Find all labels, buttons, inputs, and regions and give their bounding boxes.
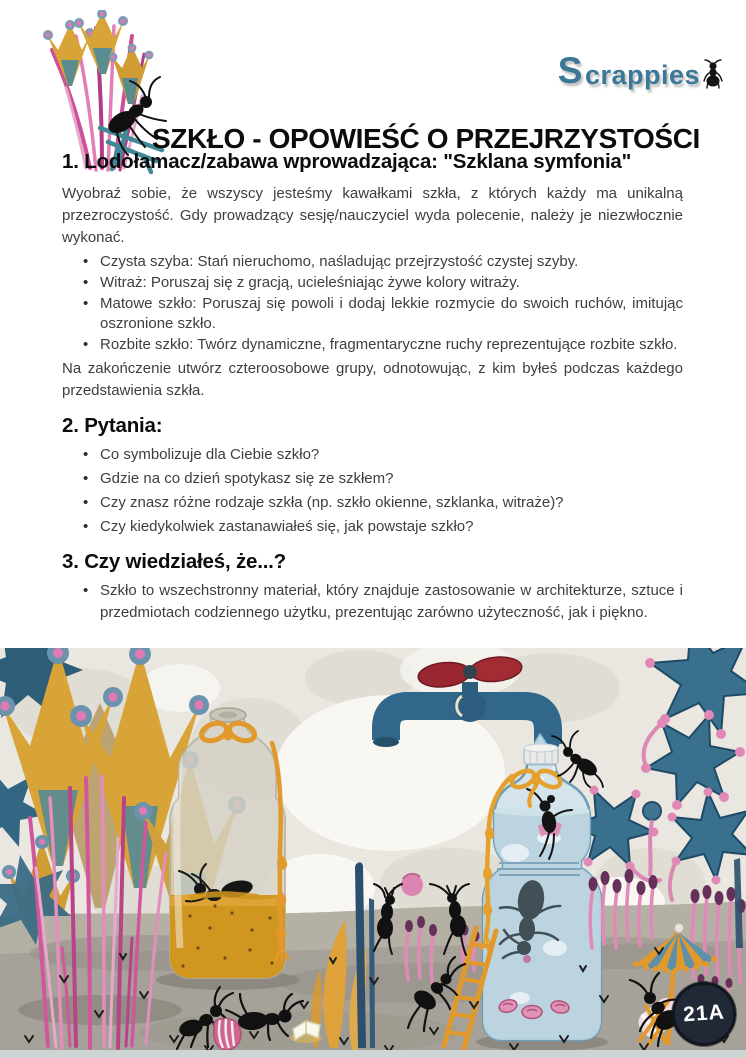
- bottom-strip: [0, 1050, 746, 1058]
- section-1-intro: Wyobraź sobie, że wszyscy jesteśmy kawałkami szkła, z których każdy ma unikalną przezroczystość. Gdy prowadzący sesję/nauczyciel wyda polecenie, należy je niezwłocznie wykonać.: [62, 185, 683, 246]
- list-item: • Gdzie na co dzień spotykasz się ze szkłem?: [62, 468, 683, 490]
- section-1-bullet-list: [62, 252, 683, 355]
- list-item: • Czysta szyba: Stań nieruchomo, naśladując przejrzystość czystej szyby.: [62, 252, 683, 272]
- list-item: • Rozbite szkło: Twórz dynamiczne, fragmentaryczne ruchy reprezentujące rozbite szkło.: [62, 335, 683, 355]
- logo-wordmark: crappies: [584, 60, 700, 90]
- page-number-badge: 21A: [670, 980, 738, 1048]
- logo-ant-icon: [702, 59, 724, 89]
- list-item: • Szkło to wszechstronny materiał, który znajduje zastosowanie w architekturze, sztuce i przedmiotach codziennego użytku, prezentując zarówno użyteczność, jak i piękno.: [62, 580, 683, 624]
- scrappies-logo: [558, 52, 724, 89]
- logo-initial: S: [557, 50, 583, 91]
- section-2-heading: 2. Pytania:: [62, 414, 163, 437]
- bottom-illustration: [0, 648, 746, 1058]
- section-3-heading: 3. Czy wiedziałeś, że...?: [62, 550, 287, 573]
- list-item: • Czy kiedykolwiek zastanawiałeś się, jak powstaje szkło?: [62, 516, 683, 538]
- list-item: • Co symbolizuje dla Ciebie szkło?: [62, 444, 683, 466]
- section-1-heading: 1. Lodołamacz/zabawa wprowadzająca: "Szklana symfonia": [62, 150, 632, 173]
- lesson-content: [62, 149, 683, 626]
- list-item: • Czy znasz różne rodzaje szkła (np. szkło okienne, szklanka, witraże)?: [62, 492, 683, 514]
- section-3-bullet-list: [62, 580, 683, 624]
- teal-seed-ball: [643, 802, 661, 820]
- section-2-bullet-list: [62, 444, 683, 538]
- list-item: • Witraż: Poruszaj się z gracją, ucieleśniając żywe kolory witraży.: [62, 273, 683, 293]
- section-1-outro: Na zakończenie utwórz czteroosobowe grupy, odnotowując, z kim byłeś podczas każdego przedstawienia szkła.: [62, 360, 683, 399]
- page-title: SZKŁO - OPOWIEŚĆ O PRZEJRZYSTOŚCI: [152, 122, 700, 154]
- list-item: • Matowe szkło: Poruszaj się powoli i dodaj lekkie rozmycie do swoich ruchów, imitując oszronione szkło.: [62, 294, 683, 334]
